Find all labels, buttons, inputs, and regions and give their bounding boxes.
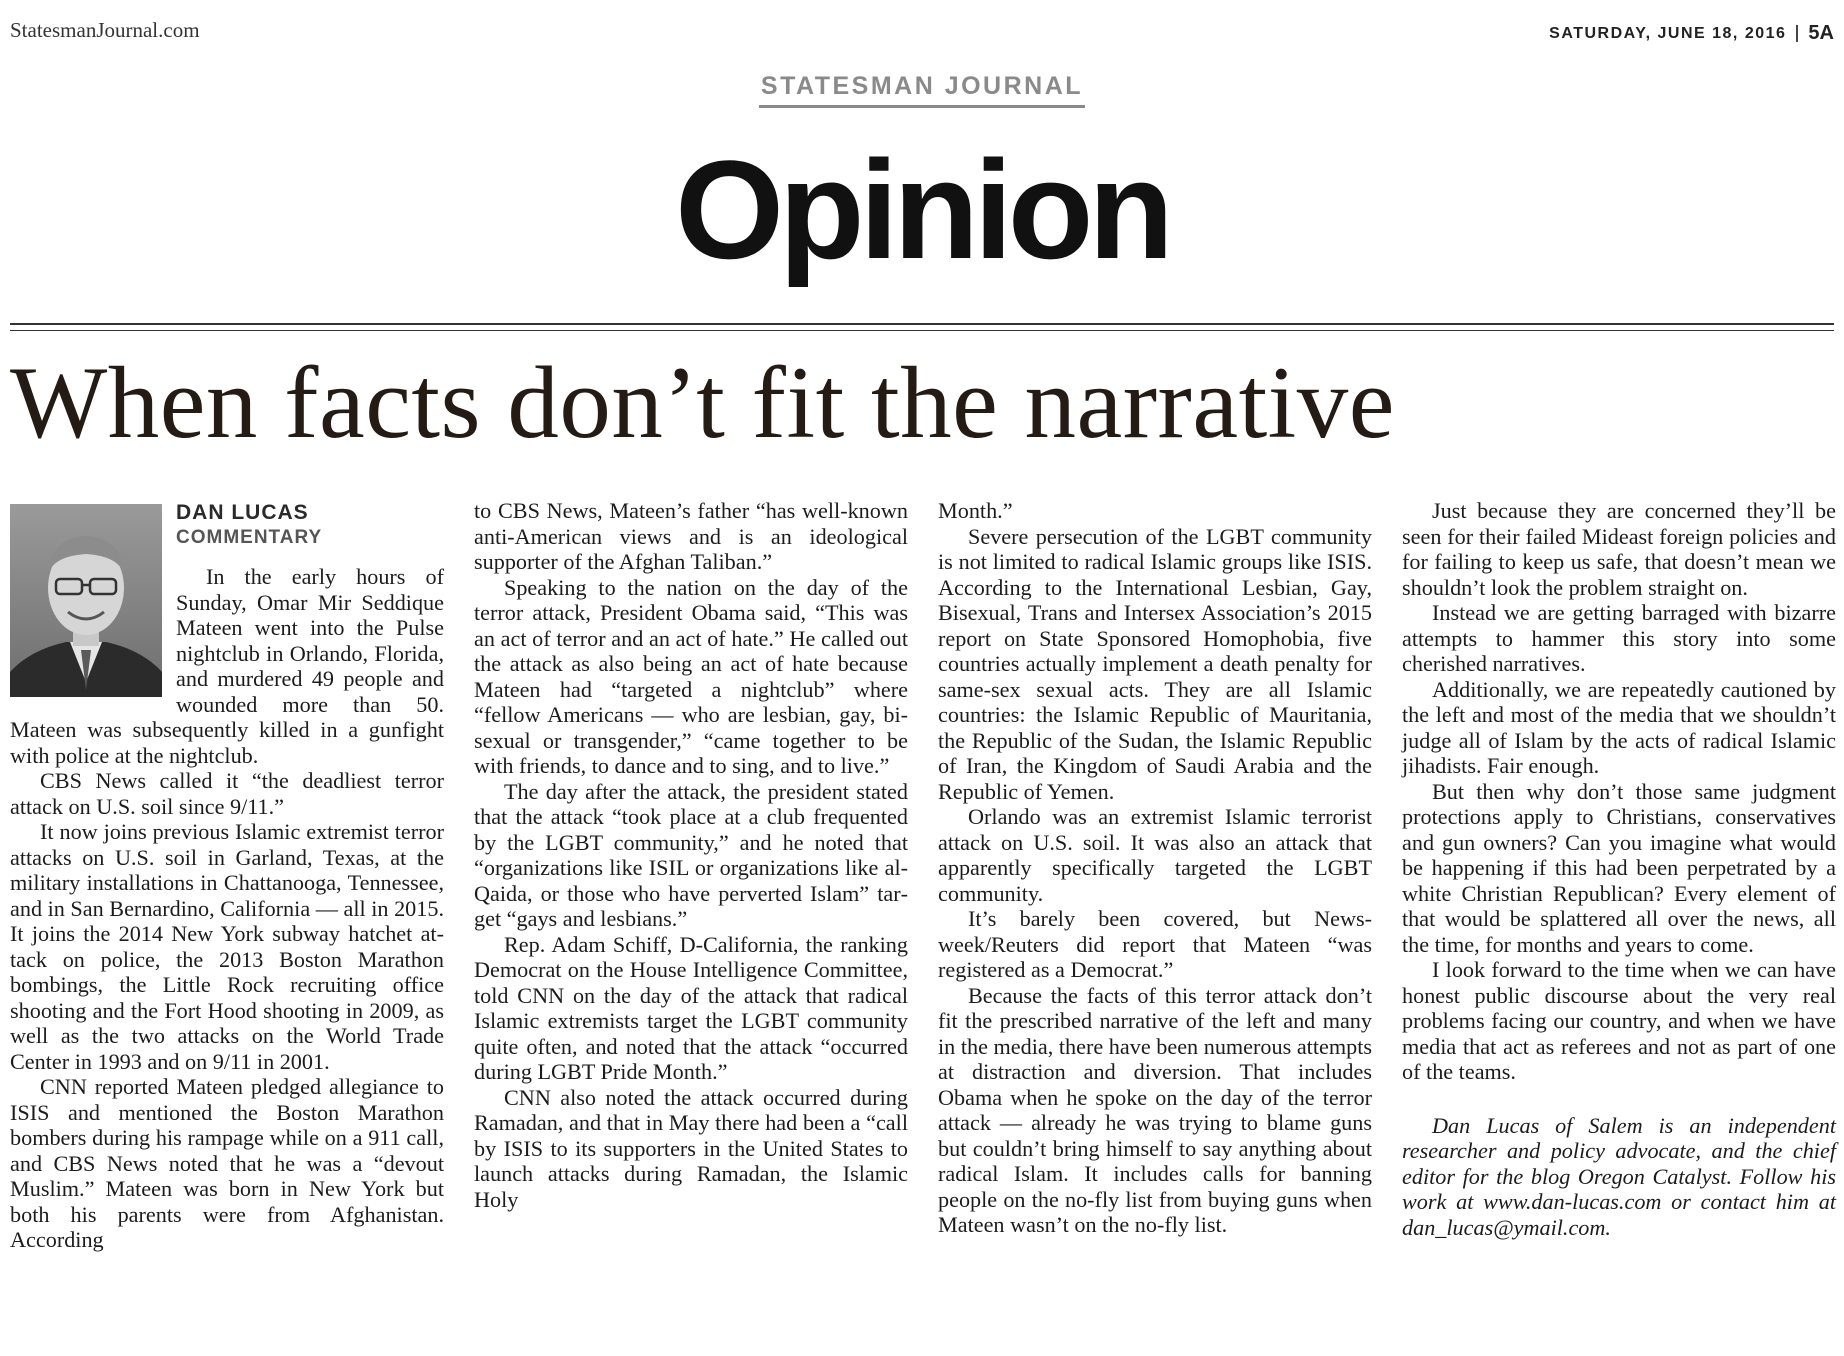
paragraph: to CBS News, Mateen’s father “has well-known anti-American views and is an ideological supporter of the Afghan Taliban.” [474,498,908,574]
paragraph: It’s barely been covered, but Newsweek/Reuters did report that Mateen “was registered as a Democrat.” [938,906,1372,982]
paragraph: The day after the attack, the president stated that the attack “took place at a club frequented by the LGBT community,” and he noted that “organizations like ISIL or organizations like al-Qaida, or those who have perverted Islam” target “gays and lesbians.” [474,778,908,931]
paragraph: It now joins previous Islamic extremist terror attacks on U.S. soil in Garland, Texas, at the military installations in Chattanooga, Tennessee, and in San Bernardino, California — all in 2015. It joins the 2014 New York subway hatchet attack on police, the 2013 Boston Marathon bombings, the Little Rock recruiting office shooting and the Fort Hood shooting in 2009, as well as the two attacks on the World Trade Center in 1993 and on 9/11 in 2001. [10,819,444,1074]
paragraph: Rep. Adam Schiff, D-California, the ranking Democrat on the House Intelligence Committee, told CNN on the day of the attack that radical Islamic extremists target the LGBT community quite often, and noted that the attack “occurred during LGBT Pride Month.” [474,931,908,1084]
paragraph: Severe persecution of the LGBT community is not limited to radical Islamic groups like ISIS. According to the International Lesbian, Gay, Bisexual, Trans and Intersex Association’s 2015 report on State Sponsored Homophobia, five countries actually implement a death penalty for same-sex sexual acts. They are all Islamic countries: the Islamic Republic of Mauritania, the Republic of the Sudan, the Islamic Republic of Iran, the Kingdom of Saudi Arabia and the Republic of Yemen. [938,523,1372,804]
paragraph: Just because they are concerned they’ll be seen for their failed Mideast foreign policies and for failing to keep us safe, that doesn’t mean we shouldn’t look the problem straight on. [1402,498,1836,600]
paragraph: Because the facts of this terror attack don’t fit the prescribed narrative of the left and many in the media, there have been numerous attempts at distraction and diversion. That includes Obama when he spoke on the day of the terror attack — already he was trying to blame guns but couldn’t bring himself to say anything about radical Islam. It includes calls for banning people on the no-fly list from buying guns when Mateen wasn’t on the no-fly list. [938,982,1372,1237]
section-rule-thin [10,330,1834,331]
paragraph: But then why don’t those same judgment protections apply to Christians, conservatives and gun owners? Can you imagine what would be happening if this had been perpetrated by a white Christian Republican? Every element of that would be splattered all over the news, all the time, for months and years to come. [1402,778,1836,957]
paragraph: Additionally, we are repeatedly cautioned by the left and most of the media that we shouldn’t judge all of Islam by the acts of radical Islamic jihadists. Fair enough. [1402,676,1836,778]
paragraph: Speaking to the nation on the day of the terror attack, President Obama said, “This was an act of terror and an act of hate.” He called out the attack as also being an act of hate because Mateen had “targeted a nightclub” where “fellow Americans — who are lesbian, gay, bisexual or transgender,” “came together to be with friends, to dance and to sing, and to live.” [474,574,908,778]
brand-name: STATESMAN JOURNAL [759,72,1085,108]
paragraph: CNN also noted the attack occurred during Ramadan, and that in May there had been a “call by ISIS to its supporters in the United States to launch attacks during Ramadan, the Islamic Holy [474,1084,908,1212]
headline: When facts don’t fit the narrative [10,346,1396,460]
column-4 [1402,498,1836,1338]
masthead-brand [0,72,1844,108]
paragraph: CBS News called it “the deadliest terror attack on U.S. soil since 9/11.” [10,768,444,819]
folio-divider [1796,25,1798,42]
column-1 [10,498,444,1338]
paragraph: Orlando was an extremist Islamic terrorist attack on U.S. soil. It was also an attack that apparently specifically targeted the LGBT community. [938,804,1372,906]
section-title: Opinion [675,131,1169,288]
site-url: StatesmanJournal.com [10,18,200,42]
author-role: COMMENTARY [176,527,323,548]
paragraph: Instead we are getting barraged with bizarre attempts to hammer this story into some cherished narratives. [1402,600,1836,676]
author-bio: Dan Lucas of Salem is an independent researcher and policy advocate, and the chief editor for the blog Oregon Catalyst. Follow his work at www.dan-lucas.com or contact him at dan_lucas@ymail.com. [1402,1112,1836,1240]
page-number: 5A [1808,22,1834,44]
paragraph: Month.” [938,498,1013,523]
column-3 [938,498,1372,1338]
author-photo [10,504,162,697]
paragraph: I look forward to the time when we can have honest public discourse about the very real problems facing our country, and when we have media that act as referees and not as part of one of the teams. [1402,957,1836,1084]
issue-date: SATURDAY, JUNE 18, 2016 [1549,24,1787,42]
paragraph: CNN reported Mateen pledged allegiance to ISIS and mentioned the Boston Marathon bombers during his rampage while on a 911 call, and CBS News noted that he was a “devout Muslim.” Mateen was born in New York but both his parents were from Afghanistan. According [10,1074,444,1252]
folio [1549,22,1834,45]
author-name: DAN LUCAS [176,501,309,524]
column-2 [474,498,908,1338]
author-portrait-image [10,504,162,697]
paragraph: In the early hours of Sunday, Omar Mir Seddique Mateen went into the Pulse nightclub in Orlando, Florida, and murdered 49 people and wounded more than 50. Mateen was subsequently killed in a gunfight with police at the nightclub. [10,564,444,768]
section-rule [10,323,1834,325]
